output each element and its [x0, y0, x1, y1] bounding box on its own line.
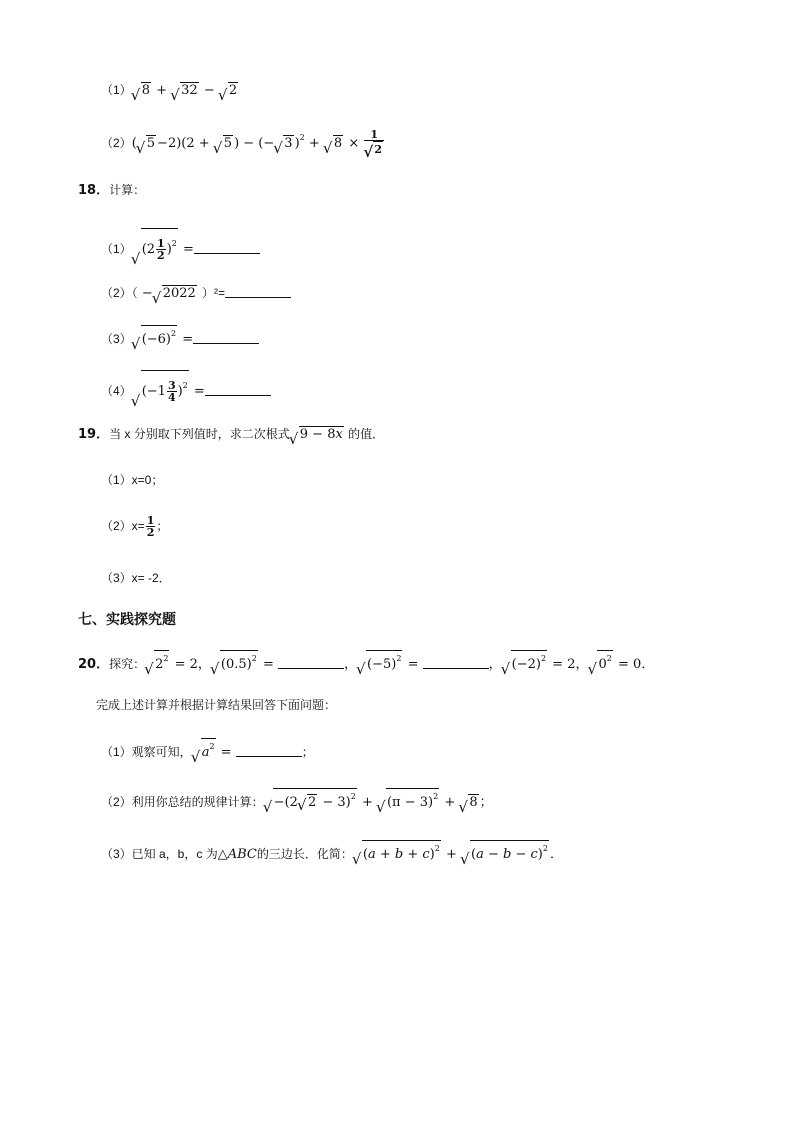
- q20-part1-answer-blank[interactable]: [236, 744, 302, 757]
- q17-part1: [101, 80, 239, 101]
- q17-part1-expression: √ 8 + √ 32 − √ 2: [132, 83, 239, 98]
- q20-part1: （1）观察可知，√ $a^2$ = ；: [101, 738, 314, 763]
- q20-instruction: 完成上述计算并根据计算结果回答下面问题：: [96, 698, 337, 712]
- q20-part3-label: （3）已知 a，b，c 为: [101, 847, 218, 861]
- q18-part4-label: （4）: [101, 384, 132, 398]
- q19-stem-text: 当 x 分别取下列值时，求二次根式: [109, 427, 290, 441]
- q18-part3-expression: √ $(-6)^2$ =: [132, 332, 193, 347]
- q18-part2-answer-blank[interactable]: [225, 285, 291, 298]
- q18-part2-tail: ）²=: [201, 286, 225, 300]
- q18-stem: [78, 180, 145, 201]
- q20-blank-2[interactable]: [423, 656, 489, 669]
- q19-part2: [101, 515, 168, 538]
- q19-part1: （1）x=0；: [101, 473, 164, 487]
- q20-triangle-name: ABC: [227, 847, 257, 862]
- q20-part2-expression: √ −(2√ 2 − 3)$^2$ + √ $(\pi - 3)^2$ + √ 8 ；: [264, 795, 493, 810]
- q20-part2-label: （2）利用你总结的规律计算：: [101, 795, 264, 809]
- q17-part2-label: （2）: [101, 136, 132, 150]
- q19-stem-end: 的值．: [344, 427, 385, 441]
- q20-stem: [78, 650, 654, 675]
- q20-part1-label: （1）观察可知，: [101, 745, 192, 759]
- q18-part4: [101, 370, 271, 407]
- q18-part2: [101, 283, 291, 304]
- q18-part3-label: （3）: [101, 332, 132, 346]
- q20-triangle-symbol: △: [217, 847, 228, 862]
- q19-part2-fraction: $\frac{1}{2}$: [146, 514, 155, 539]
- q20-part3: [101, 840, 563, 865]
- q19-part2-label: （2）x=: [101, 519, 145, 533]
- q19-part3: （3）x= -2．: [101, 571, 171, 585]
- q20-part3-expression: √ $(a + b + c)^2$ + √ $(a - b - c)^2$ ．: [353, 847, 563, 862]
- q18-number: 18．: [78, 183, 110, 198]
- q17-part2: [101, 128, 385, 158]
- q18-part3: [101, 325, 259, 350]
- q20-number: 20．: [78, 657, 110, 672]
- section-heading: 七、实践探究题: [78, 612, 176, 628]
- q20-part2: [101, 788, 493, 813]
- q18-part3-answer-blank[interactable]: [193, 331, 259, 344]
- q19-stem: [78, 424, 384, 445]
- q20-part3-mid: 的三边长．化简：: [256, 847, 353, 861]
- q19-radical: √ 9 − 8x: [290, 427, 345, 442]
- q18-part2-expression: −√ 2022: [138, 286, 202, 301]
- q18-title: 计算：: [109, 183, 146, 197]
- q18-part1: [101, 228, 260, 265]
- q20-blank-1[interactable]: [278, 656, 344, 669]
- q20-intro: 探究：: [109, 657, 146, 671]
- q18-part2-label: （2）（: [101, 286, 138, 300]
- q18-part4-answer-blank[interactable]: [205, 383, 271, 396]
- q19-number: 19．: [78, 427, 110, 442]
- q18-part1-expression: √ (2 $\frac{1}{2}$ )$^2$ =: [132, 242, 194, 257]
- q19-part2-tail: ；: [156, 519, 169, 533]
- q17-part1-label: （1）: [101, 83, 132, 97]
- q18-part1-label: （1）: [101, 242, 132, 256]
- q20-explore-expressions: √ $2^2 = 2$，√ $(0.5)^2$ = ，√ $(-5)^2$ = ，√ $(-2)^2 = 2$，√ $0^2 = 0$．: [145, 657, 654, 672]
- q20-part1-expression: √ $a^2$ =: [192, 745, 236, 760]
- q18-part1-answer-blank[interactable]: [194, 241, 260, 254]
- q18-part4-expression: √ (−1 $\frac{3}{4}$ )$^2$ =: [132, 384, 205, 399]
- q17-part2-expression: (√ 5 −2)(2 + √ 5 ) − (−√ 3 )$^2$ + √ 8 × 1 √ 2: [132, 136, 385, 151]
